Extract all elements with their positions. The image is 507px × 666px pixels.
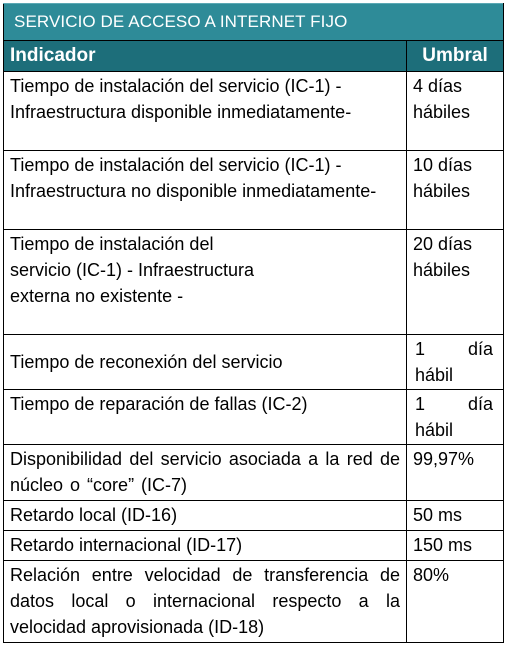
table-row bbox=[4, 561, 504, 643]
indicator-cell: Tiempo de instalación del servicio (IC-1) -Infraestructura disponible inmediatamente- bbox=[4, 72, 407, 151]
indicator-cell: Tiempo de instalación del servicio (IC-1) - Infraestructura externa no existente - bbox=[4, 230, 407, 335]
indicator-cell: Tiempo de reparación de fallas (IC-2) bbox=[4, 390, 407, 445]
threshold-cell: 50 ms bbox=[407, 501, 504, 531]
threshold-cell: 20 días hábiles bbox=[407, 230, 504, 335]
threshold-cell: 1 día hábil bbox=[407, 390, 504, 445]
table-row bbox=[4, 230, 504, 335]
table-title: SERVICIO DE ACCESO A INTERNET FIJO bbox=[4, 4, 504, 41]
threshold-cell: 99,97% bbox=[407, 445, 504, 501]
indicator-cell: Disponibilidad del servicio asociada a la red de núcleo o “core” (IC-7) bbox=[4, 445, 407, 501]
table-row bbox=[4, 72, 504, 151]
table-row bbox=[4, 151, 504, 230]
threshold-cell: 4 días hábiles bbox=[407, 72, 504, 151]
indicator-cell: Tiempo de reconexión del servicio bbox=[4, 335, 407, 390]
header-threshold: Umbral bbox=[407, 41, 504, 72]
table-row bbox=[4, 531, 504, 561]
threshold-cell: 80% bbox=[407, 561, 504, 643]
threshold-cell: 10 días hábiles bbox=[407, 151, 504, 230]
table-row bbox=[4, 390, 504, 445]
indicator-cell: Retardo local (ID-16) bbox=[4, 501, 407, 531]
table-title-row bbox=[4, 4, 504, 41]
document-page bbox=[3, 3, 503, 643]
indicators-table bbox=[3, 3, 504, 643]
table-row bbox=[4, 501, 504, 531]
table-row bbox=[4, 335, 504, 390]
table-row bbox=[4, 445, 504, 501]
indicator-cell: Relación entre velocidad de transferencia de datos local o internacional respecto a la velocidad aprovisionada (ID-18) bbox=[4, 561, 407, 643]
header-indicator: Indicador bbox=[4, 41, 407, 72]
table-header-row bbox=[4, 41, 504, 72]
threshold-cell: 150 ms bbox=[407, 531, 504, 561]
indicator-cell: Tiempo de instalación del servicio (IC-1) - Infraestructura no disponible inmediatamente- bbox=[4, 151, 407, 230]
threshold-cell: 1 día hábil bbox=[407, 335, 504, 390]
indicator-cell: Retardo internacional (ID-17) bbox=[4, 531, 407, 561]
